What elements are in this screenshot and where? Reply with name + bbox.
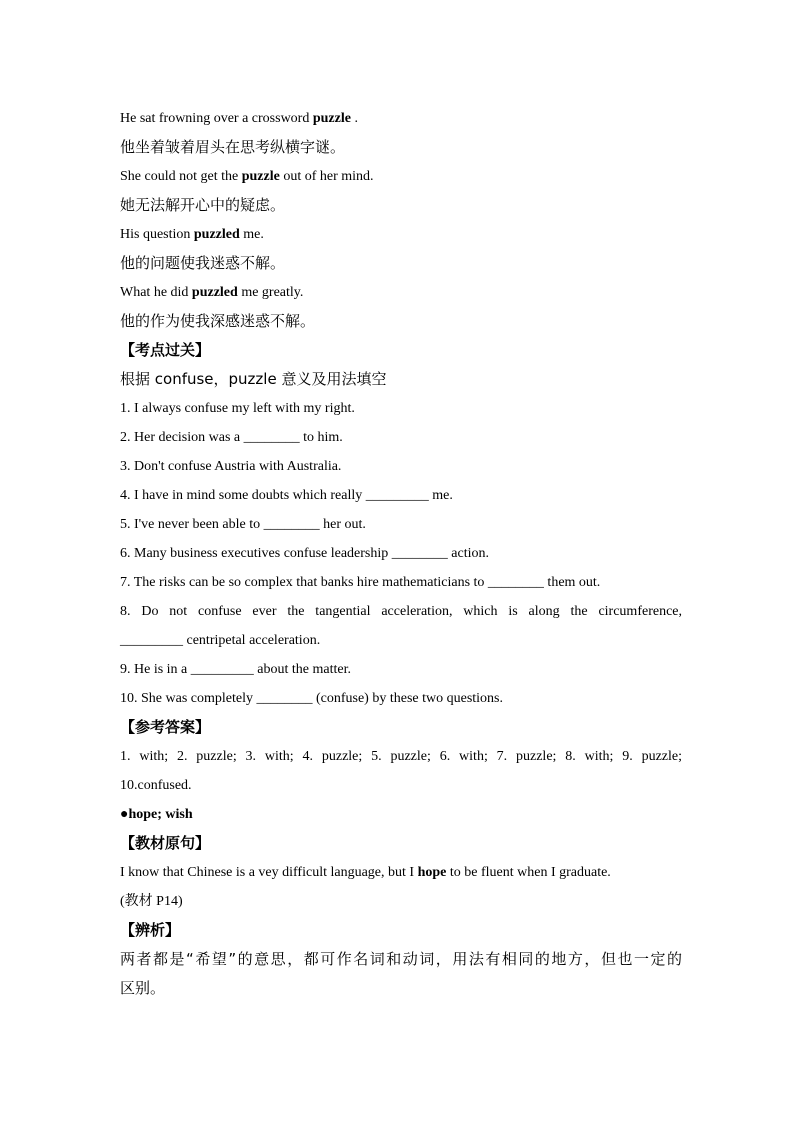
exercise-item: 2. Her decision was a ________ to him. bbox=[120, 430, 343, 445]
example-text: out of her mind. bbox=[279, 169, 374, 184]
exercise-item: 1. I always confuse my left with my right. bbox=[120, 401, 355, 416]
example-en-4 bbox=[120, 278, 682, 307]
example-text: . bbox=[350, 111, 358, 126]
example-zh-4: 他的作为使我深感迷惑不解。 bbox=[120, 312, 316, 330]
keyword: hope bbox=[417, 865, 447, 880]
analysis-line: 两者都是“希望”的意思，都可作名词和动词，用法有相同的地方，但也一定的 bbox=[120, 950, 682, 968]
example-text: His question bbox=[120, 227, 194, 242]
source-text: I know that Chinese is a vey difficult language, but I bbox=[120, 865, 418, 880]
exercise-item: 7. The risks can be so complex that banks hire mathematicians to ________ them out. bbox=[120, 575, 601, 590]
example-zh-1: 他坐着皱着眉头在思考纵横字谜。 bbox=[120, 138, 346, 156]
exercise-item: 4. I have in mind some doubts which really _________ me. bbox=[120, 488, 453, 503]
exercise-item: 9. He is in a _________ about the matter. bbox=[120, 662, 351, 677]
keyword: puzzled bbox=[193, 227, 240, 242]
example-text: What he did bbox=[120, 285, 192, 300]
example-zh-2: 她无法解开心中的疑虑。 bbox=[120, 196, 286, 214]
section-heading-exercise: 【考点过关】 bbox=[120, 341, 211, 359]
exercise-item: 8. Do not confuse ever the tangential acceleration, which is along the circumference, bbox=[120, 604, 682, 619]
analysis-paragraph bbox=[120, 945, 682, 1003]
exercise-item: 6. Many business executives confuse leadership ________ action. bbox=[120, 546, 489, 561]
exercise-item: 5. I've never been able to ________ her out. bbox=[120, 517, 366, 532]
analysis-line: 区别。 bbox=[120, 979, 166, 997]
section-heading-answers: 【参考答案】 bbox=[120, 718, 211, 736]
source-text: to be fluent when I graduate. bbox=[446, 865, 611, 880]
keyword: puzzle bbox=[241, 169, 280, 184]
answer-line: 10.confused. bbox=[120, 778, 192, 793]
example-en-2 bbox=[120, 162, 682, 191]
example-text: me greatly. bbox=[237, 285, 304, 300]
exercise-item: 3. Don't confuse Austria with Australia. bbox=[120, 459, 342, 474]
source-reference: (教材 P14) bbox=[120, 894, 183, 909]
topic-heading bbox=[120, 800, 682, 829]
topic-title: hope; wish bbox=[128, 807, 193, 822]
section-heading-analysis: 【辨析】 bbox=[120, 921, 181, 939]
exercise-item: 10. She was completely ________ (confuse) by these two questions. bbox=[120, 691, 503, 706]
document-page bbox=[120, 104, 682, 1003]
section-heading-source: 【教材原句】 bbox=[120, 834, 211, 852]
example-text: He sat frowning over a crossword bbox=[120, 111, 313, 126]
answer-line: 1. with; 2. puzzle; 3. with; 4. puzzle; 5. puzzle; 6. with; 7. puzzle; 8. with; 9. puzzle; bbox=[120, 749, 682, 764]
example-zh-3: 他的问题使我迷惑不解。 bbox=[120, 254, 286, 272]
keyword: puzzled bbox=[191, 285, 238, 300]
exercise-item-continuation: _________ centripetal acceleration. bbox=[120, 633, 321, 648]
example-en-1 bbox=[120, 104, 682, 133]
example-text: She could not get the bbox=[120, 169, 242, 184]
bullet-icon: ● bbox=[120, 807, 129, 822]
keyword: puzzle bbox=[312, 111, 351, 126]
example-text: me. bbox=[239, 227, 264, 242]
source-sentence bbox=[120, 858, 682, 887]
exercise-instructions: 根据 confuse，puzzle 意义及用法填空 bbox=[120, 370, 387, 388]
example-en-3 bbox=[120, 220, 682, 249]
